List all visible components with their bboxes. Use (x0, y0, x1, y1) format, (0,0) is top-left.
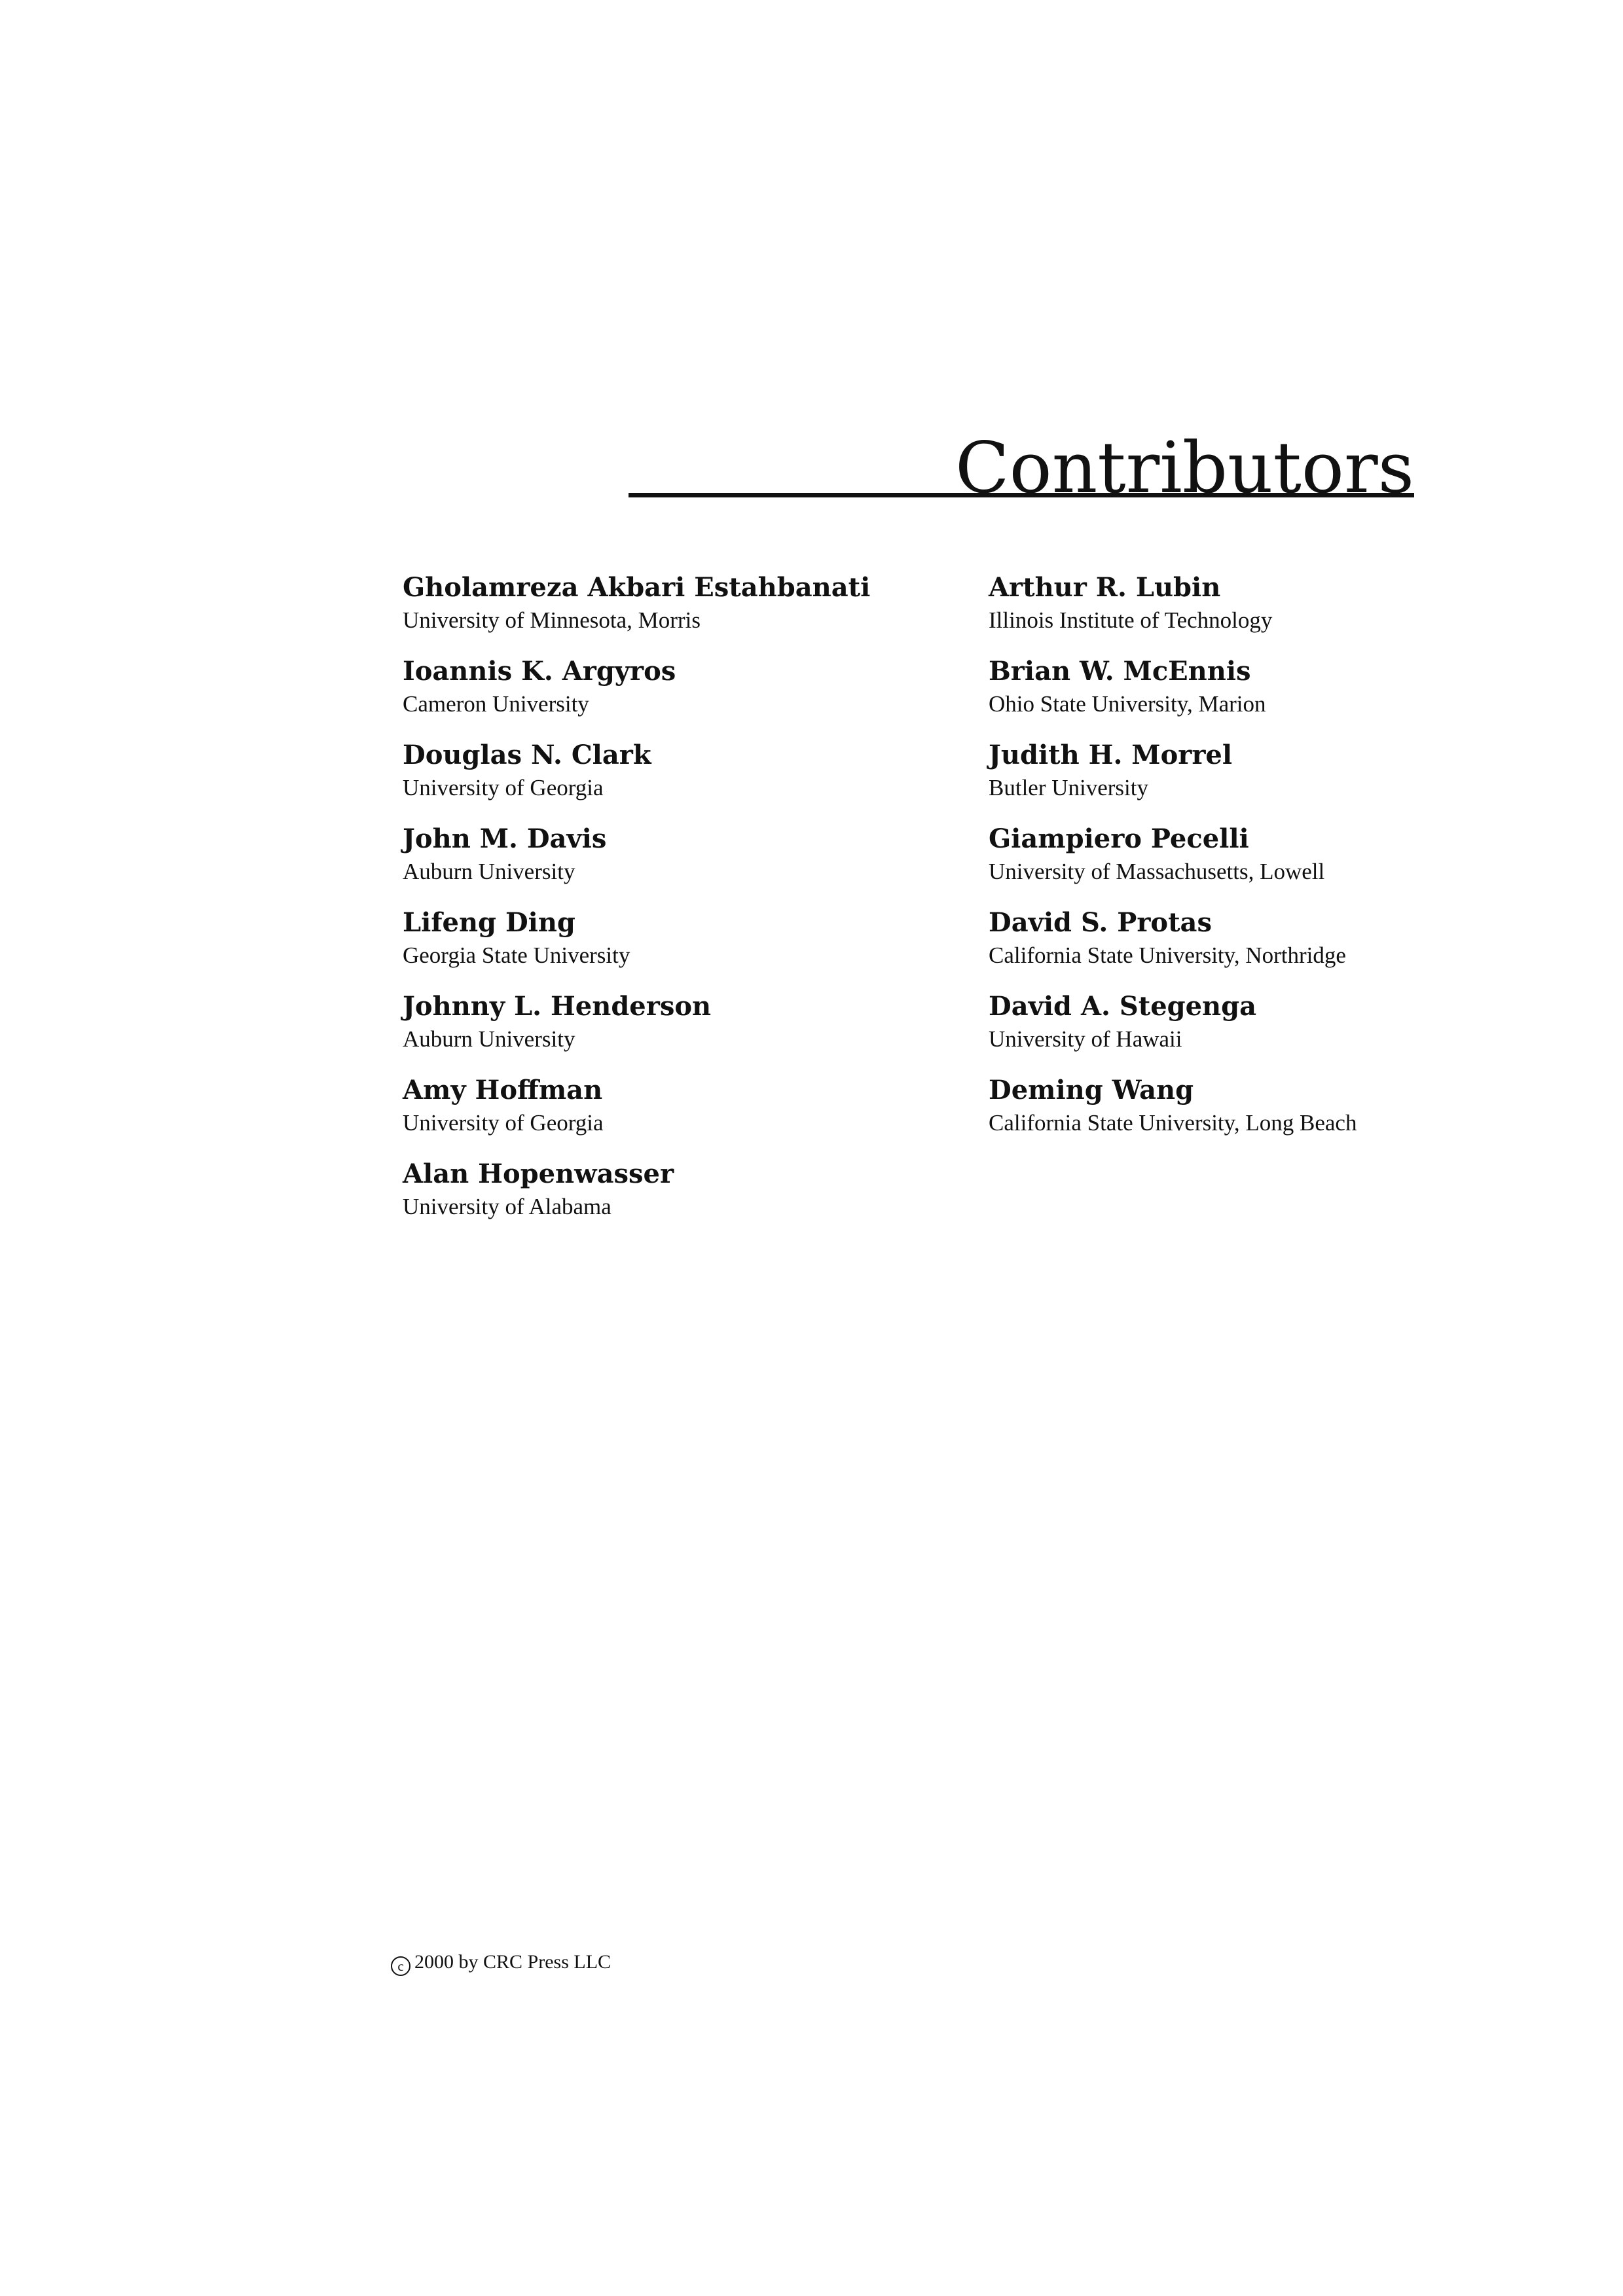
contributor-name: Douglas N. Clark (403, 740, 651, 770)
contributor-affiliation: University of Minnesota, Morris (403, 607, 701, 633)
title-divider (629, 493, 1414, 497)
contributor-name: Judith H. Morrel (989, 740, 1233, 770)
contributor-entry (403, 906, 966, 990)
contributor-name: Arthur R. Lubin (989, 572, 1221, 603)
contributor-affiliation: University of Massachusetts, Lowell (989, 859, 1325, 884)
contributor-affiliation: University of Georgia (403, 1110, 604, 1136)
contributor-affiliation: University of Georgia (403, 775, 604, 800)
contributor-entry (403, 990, 966, 1073)
contributor-entry (989, 906, 1552, 990)
contributor-entry (403, 655, 966, 738)
contributor-affiliation: University of Alabama (403, 1194, 611, 1219)
contributor-name: John M. Davis (403, 823, 607, 854)
contributor-name: Amy Hoffman (403, 1075, 603, 1105)
contributor-name: Brian W. McEnnis (989, 656, 1251, 687)
contributors-left-column (403, 571, 966, 1241)
contributor-affiliation: University of Hawaii (989, 1026, 1182, 1052)
copyright-icon: c (391, 1956, 410, 1976)
contributor-name: Johnny L. Henderson (403, 991, 712, 1022)
page-title: Contributors (955, 427, 1414, 510)
contributor-name: Giampiero Pecelli (989, 823, 1249, 854)
contributor-entry (403, 1157, 966, 1241)
contributor-affiliation: Ohio State University, Marion (989, 691, 1266, 717)
contributor-name: Deming Wang (989, 1075, 1194, 1105)
contributor-entry (989, 990, 1552, 1073)
contributor-entry (403, 571, 966, 655)
contributor-affiliation: California State University, Long Beach (989, 1110, 1357, 1136)
contributor-affiliation: Auburn University (403, 859, 575, 884)
contributor-entry (403, 822, 966, 906)
contributor-name: David S. Protas (989, 907, 1212, 938)
contributor-affiliation: Cameron University (403, 691, 589, 717)
contributor-name: Gholamreza Akbari Estahbanati (403, 572, 871, 603)
contributor-entry (403, 1073, 966, 1157)
copyright-text: 2000 by CRC Press LLC (414, 1951, 611, 1973)
contributor-entry (403, 738, 966, 822)
copyright-footer (391, 1949, 611, 1976)
contributor-entry (989, 571, 1552, 655)
contributor-affiliation: Georgia State University (403, 942, 630, 968)
contributor-entry (989, 738, 1552, 822)
contributor-name: David A. Stegenga (989, 991, 1257, 1022)
contributor-entry (989, 655, 1552, 738)
contributor-affiliation: Illinois Institute of Technology (989, 607, 1273, 633)
contributors-right-column (989, 571, 1552, 1157)
contributor-affiliation: Butler University (989, 775, 1148, 800)
contributor-entry (989, 822, 1552, 906)
contributor-name: Lifeng Ding (403, 907, 575, 938)
contributor-name: Alan Hopenwasser (403, 1158, 674, 1189)
contributor-affiliation: Auburn University (403, 1026, 575, 1052)
contributor-entry (989, 1073, 1552, 1157)
contributor-affiliation: California State University, Northridge (989, 942, 1346, 968)
contributor-name: Ioannis K. Argyros (403, 656, 676, 687)
